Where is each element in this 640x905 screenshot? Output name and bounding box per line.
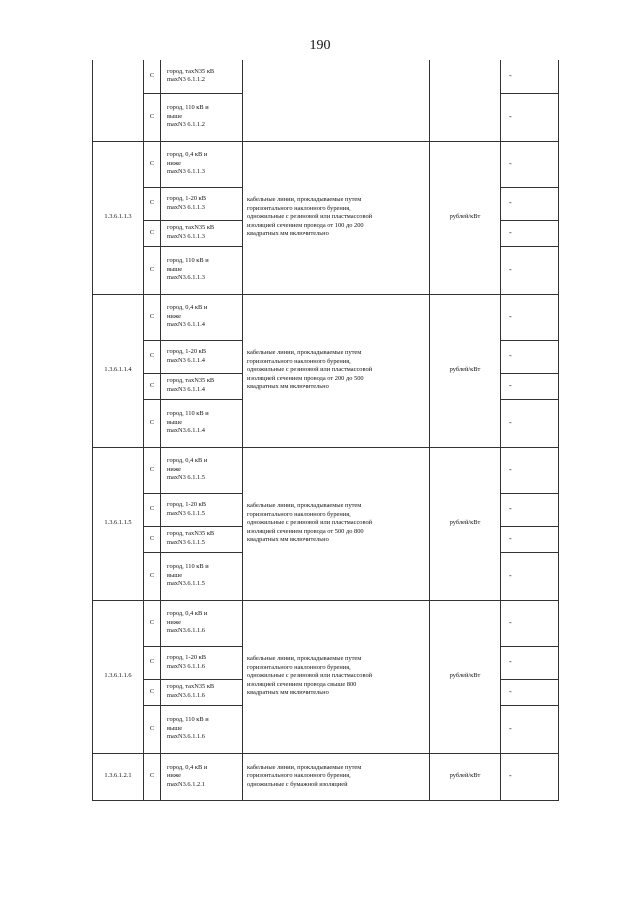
text-line: квадратных мм включительно [247, 689, 329, 697]
text-line: город, 1-20 кВ [167, 194, 206, 202]
tension-cell [161, 600, 243, 646]
text-line: город, 0,4 кВ и [167, 763, 208, 771]
category-cell: С [144, 141, 161, 187]
text-line: одножильные с резиновой или пластмассовой [247, 672, 373, 680]
category-cell: С [144, 493, 161, 526]
text-line: maxN3 6.1.1.5 [167, 539, 205, 546]
text-line: maxN3 6.1.1.4 [167, 386, 205, 393]
text-line: изоляцией сечением провода свыше 800 [247, 680, 357, 688]
text-line: город, 110 кВ и [167, 716, 209, 724]
text-line: изоляцией сечением провода от 200 до 500 [247, 374, 364, 382]
text-line: maxN3.6.1.1.6 [167, 627, 205, 635]
description-cell [243, 447, 430, 600]
text-line: город, 0,4 кВ и [167, 151, 208, 159]
text-line: город, 110 кВ и [167, 257, 209, 265]
table-row [93, 294, 559, 340]
text-line: квадратных мм включительно [247, 383, 329, 391]
text-line: maxN3.6.1.1.6 [167, 733, 205, 741]
code-cell: 1.3.6.1.1.4 [93, 294, 144, 447]
text-line: ниже [167, 772, 182, 780]
tension-cell [161, 646, 243, 679]
tension-cell [161, 294, 243, 340]
text-line: ниже [167, 312, 182, 320]
description-cell [243, 600, 430, 753]
text-line: город, 110 кВ и [167, 104, 209, 112]
text-line: maxN3 6.1.1.5 [167, 474, 205, 482]
text-line: город, 0,4 кВ и [167, 304, 208, 312]
text-line: ниже [167, 465, 182, 473]
unit-cell: рублей/кВт [430, 447, 501, 600]
text-line: город, таxN35 кВ [167, 67, 215, 75]
text-line: город, таxN35 кВ [167, 224, 215, 232]
text-line: maxN3.6.1.1.4 [167, 427, 205, 435]
value-cell: - [501, 526, 559, 552]
table-row [93, 447, 559, 493]
unit-cell [430, 60, 501, 141]
text-line: maxN3 6.1.1.4 [167, 356, 205, 364]
tension-cell [161, 60, 243, 93]
category-cell: С [144, 294, 161, 340]
value-cell: - [501, 447, 559, 493]
text-line: горизонтального наклонного бурения, [247, 357, 351, 365]
text-line: город, 110 кВ и [167, 410, 209, 418]
value-cell: - [501, 399, 559, 447]
value-cell: - [501, 246, 559, 294]
description-cell [243, 294, 430, 447]
unit-cell: рублей/кВт [430, 294, 501, 447]
value-cell: - [501, 60, 559, 93]
text-line: maxN3 6.1.1.3 [167, 233, 205, 240]
value-cell: - [501, 220, 559, 246]
description-cell [243, 60, 430, 141]
text-line: кабельные линии, прокладываемые путем [247, 654, 362, 662]
category-cell: С [144, 679, 161, 705]
value-cell: - [501, 705, 559, 753]
tension-cell [161, 93, 243, 141]
text-line: горизонтального наклонного бурения, [247, 204, 351, 212]
text-line: кабельные линии, прокладываемые путем [247, 763, 362, 771]
text-line: город, таxN35 кВ [167, 377, 215, 385]
text-line: горизонтального наклонного бурения, [247, 663, 351, 671]
code-cell: 1.3.6.1.1.6 [93, 600, 144, 753]
text-line: город, таxN35 кВ [167, 683, 215, 691]
table-row [93, 753, 559, 800]
category-cell: С [144, 220, 161, 246]
text-line: квадратных мм включительно [247, 230, 329, 238]
tension-cell [161, 753, 243, 800]
text-line: одножильные с резиновой или пластмассовой [247, 519, 373, 527]
category-cell: С [144, 93, 161, 141]
text-line: выше [167, 724, 183, 732]
value-cell: - [501, 294, 559, 340]
code-cell [93, 60, 144, 141]
value-cell: - [501, 93, 559, 141]
description-cell [243, 141, 430, 294]
text-line: город, 110 кВ и [167, 563, 209, 571]
text-line: город, 1-20 кВ [167, 653, 206, 661]
text-line: кабельные линии, прокладываемые путем [247, 348, 362, 356]
category-cell: С [144, 187, 161, 220]
description-cell [243, 753, 430, 800]
category-cell: С [144, 705, 161, 753]
category-cell: С [144, 447, 161, 493]
text-line: кабельные линии, прокладываемые путем [247, 501, 362, 509]
table-row [93, 60, 559, 93]
code-cell: 1.3.6.1.2.1 [93, 753, 144, 800]
code-cell: 1.3.6.1.1.3 [93, 141, 144, 294]
category-cell: С [144, 552, 161, 600]
tension-cell [161, 447, 243, 493]
value-cell: - [501, 373, 559, 399]
value-cell: - [501, 141, 559, 187]
value-cell: - [501, 493, 559, 526]
text-line: maxN3 6.1.1.4 [167, 321, 205, 329]
text-line: изоляцией сечением провода от 500 до 800 [247, 527, 364, 535]
category-cell: С [144, 753, 161, 800]
tension-cell [161, 526, 243, 552]
text-line: квадратных мм включительно [247, 536, 329, 544]
text-line: город, 1-20 кВ [167, 500, 206, 508]
value-cell: - [501, 340, 559, 373]
table-row [93, 141, 559, 187]
tension-cell [161, 141, 243, 187]
unit-cell: рублей/кВт [430, 753, 501, 800]
tension-cell [161, 187, 243, 220]
tension-cell [161, 493, 243, 526]
category-cell: С [144, 60, 161, 93]
text-line: maxN3 6.1.1.2 [167, 76, 205, 84]
text-line: одножильные с бумажной изоляцией [247, 780, 348, 788]
page-number: 190 [309, 38, 331, 53]
text-line: горизонтального наклонного бурения, [247, 510, 351, 518]
text-line: город, 0,4 кВ и [167, 457, 208, 465]
value-cell: - [501, 679, 559, 705]
tariff-table [92, 60, 559, 801]
value-cell: - [501, 187, 559, 220]
text-line: maxN3.6.1.1.5 [167, 580, 205, 588]
text-line: одножильные с резиновой или пластмассовой [247, 213, 373, 221]
category-cell: С [144, 373, 161, 399]
text-line: maxN3 6.1.1.3 [167, 203, 205, 211]
text-line: maxN3 6.1.1.2 [167, 121, 205, 129]
category-cell: С [144, 600, 161, 646]
text-line: выше [167, 265, 183, 273]
category-cell: С [144, 246, 161, 294]
unit-cell: рублей/кВт [430, 600, 501, 753]
category-cell: С [144, 399, 161, 447]
text-line: выше [167, 112, 183, 120]
text-line: горизонтального наклонного бурения, [247, 772, 351, 780]
text-line: изоляцией сечением провода от 100 до 200 [247, 221, 364, 229]
text-line: выше [167, 571, 183, 579]
tension-cell [161, 705, 243, 753]
unit-cell: рублей/кВт [430, 141, 501, 294]
text-line: город, таxN35 кВ [167, 530, 215, 538]
text-line: город, 1-20 кВ [167, 347, 206, 355]
text-line: город, 0,4 кВ и [167, 610, 208, 618]
tension-cell [161, 373, 243, 399]
tension-cell [161, 552, 243, 600]
tension-cell [161, 340, 243, 373]
text-line: кабельные линии, прокладываемые путем [247, 195, 362, 203]
text-line: maxN3.6.1.2.1 [167, 780, 205, 788]
table-row [93, 600, 559, 646]
text-line: maxN3 6.1.1.6 [167, 662, 205, 670]
text-line: одножильные с резиновой или пластмассовой [247, 366, 373, 374]
value-cell: - [501, 552, 559, 600]
value-cell: - [501, 600, 559, 646]
category-cell: С [144, 340, 161, 373]
text-line: выше [167, 418, 183, 426]
text-line: maxN3.6.1.1.3 [167, 274, 205, 282]
text-line: maxN3 6.1.1.5 [167, 509, 205, 517]
tension-cell [161, 399, 243, 447]
category-cell: С [144, 646, 161, 679]
tension-cell [161, 220, 243, 246]
text-line: ниже [167, 159, 182, 167]
tension-cell [161, 679, 243, 705]
text-line: maxN3 6.1.1.3 [167, 168, 205, 176]
text-line: maxN3.6.1.1.6 [167, 692, 205, 699]
category-cell: С [144, 526, 161, 552]
tension-cell [161, 246, 243, 294]
code-cell: 1.3.6.1.1.5 [93, 447, 144, 600]
text-line: ниже [167, 618, 182, 626]
value-cell: - [501, 646, 559, 679]
value-cell: - [501, 753, 559, 800]
